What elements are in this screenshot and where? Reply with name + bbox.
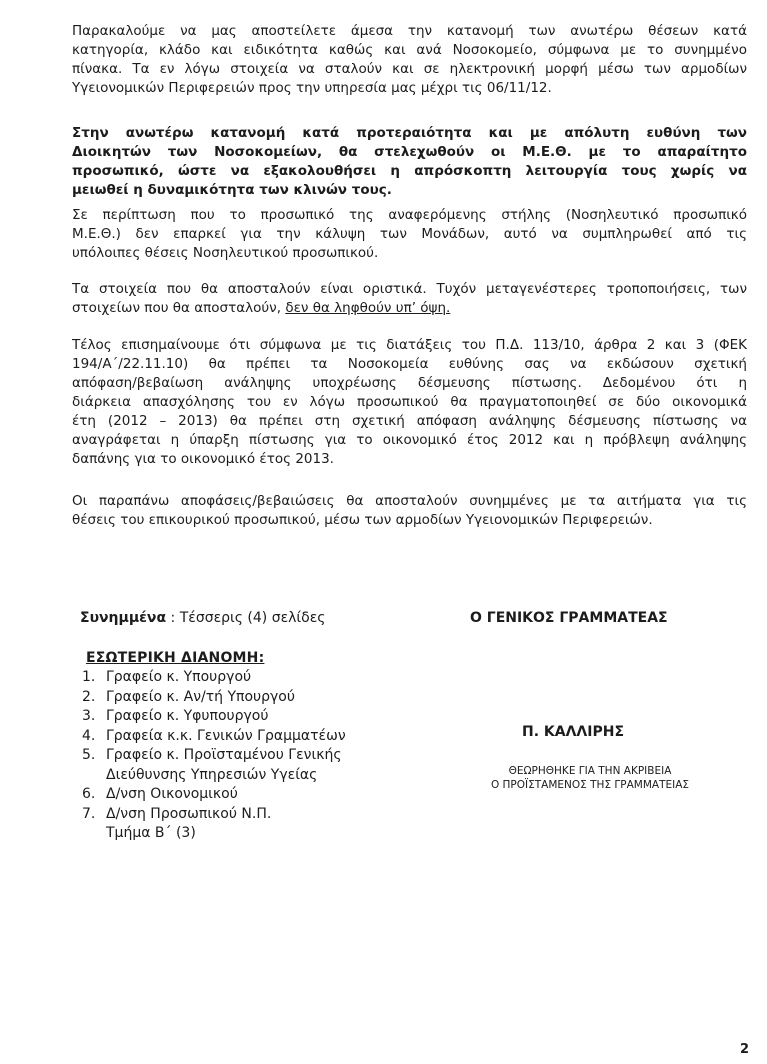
text-line: 194/Α΄/22.11.10) θα πρέπει τα Νοσοκομεία ευθύνης σας να εκδώσουν σχετική [72, 356, 747, 372]
text-line: Οι παραπάνω αποφάσεις/βεβαιώσεις θα αποσταλούν συνημμένες με τα αιτήματα για τις [72, 493, 747, 509]
text-line: Διοικητών των Νοσοκομείων, θα στελεχωθούν οι Μ.Ε.Θ. με το απαραίτητο [72, 144, 747, 160]
item-number: 5. [82, 747, 96, 763]
text-line: απόφαση/βεβαίωση ανάληψης υποχρέωσης δέσμευσης πίστωσης. Δεδομένου ότι η [72, 375, 747, 391]
text-line: υπόλοιπες θέσεις Νοσηλευτικού προσωπικού. [72, 245, 379, 261]
attachments-note [80, 610, 326, 626]
item-text-line: Δ/νση Προσωπικού Ν.Π. [106, 805, 272, 822]
item-text [106, 688, 406, 708]
text-line: πίνακα. Τα εν λόγω στοιχεία να σταλούν και σε ηλεκτρονική μορφή μέσω των αρμοδίων [72, 61, 747, 77]
text-line: θέσεις του επικουρικού προσωπικού, μέσω των αρμοδίων Υγειονομικών Περιφερειών. [72, 512, 653, 528]
text-line: προσωπικό, ώστε να εξακολουθήσει η απρόσκοπτη λειτουργία τους χωρίς να [72, 163, 747, 179]
page-number: 2 [740, 1042, 750, 1057]
text-line: Στην ανωτέρω κατανομή κατά προτεραιότητα και με απόλυτη ευθύνη των [72, 125, 747, 141]
text-line: Μ.Ε.Θ.) δεν επαρκεί για την κάλυψη των Μονάδων, αυτό να συμπληρωθεί από τις [72, 226, 747, 242]
item-text-line: Γραφείο κ. Προϊσταμένου Γενικής [106, 747, 342, 763]
text-line: διάρκεια απασχόλησης του εν λόγω προσωπικού θα πραγματοποιηθεί σε δύο οικονομικά [72, 394, 747, 410]
text-line: Παρακαλούμε να μας αποστείλετε άμεσα την κατανομή των ανωτέρω θέσεων κατά [72, 23, 747, 39]
text-segment: στοιχείων που θα αποσταλούν, [72, 300, 286, 316]
item-number: 4. [82, 727, 96, 744]
item-text [106, 707, 406, 727]
item-text [106, 746, 406, 785]
item-number: 2. [82, 688, 96, 705]
text-line: Σε περίπτωση που το προσωπικό της αναφερόμενης στήλης (Νοσηλευτικό προσωπικό [72, 207, 747, 223]
text-line: κατηγορία, κλάδο και ειδικότητα καθώς και ανά Νοσοκομείο, σύμφωνα με το συνημμένο [72, 42, 747, 58]
attachments-value: : Τέσσερις (4) σελίδες [170, 610, 326, 626]
text-line [72, 299, 747, 318]
signatory-name: Π. ΚΑΛΛΙΡΗΣ [522, 724, 625, 740]
list-item [82, 746, 406, 785]
list-item [82, 688, 406, 708]
item-text-line: Γραφεία κ.κ. Γενικών Γραμματέων [106, 727, 346, 744]
item-text-line: Δ/νση Οικονομικού [106, 786, 238, 802]
item-number: 3. [82, 708, 96, 724]
paragraph-request-allocation [72, 22, 747, 98]
certification-line: ΘΕΩΡΗΘΗΚΕ ΓΙΑ ΤΗΝ ΑΚΡΙΒΕΙΑ [508, 765, 672, 777]
item-text [106, 668, 406, 688]
text-line: αναγράφεται η ύπαρξη πίστωσης για το οικονομικό έτος 2012 και η πρόβλεψη ανάληψης [72, 432, 747, 448]
text-line: Τέλος επισημαίνουμε ότι σύμφωνα με τις διατάξεις του Π.Δ. 113/10, άρθρα 2 και 3 (ΦΕΚ [72, 337, 747, 353]
list-item [82, 805, 406, 844]
item-text [106, 727, 406, 747]
text-line: μειωθεί η δυναμικότητα των κλινών τους. [72, 182, 392, 198]
underlined-text: δεν θα ληφθούν υπ’ όψη. [285, 300, 451, 316]
text-line: έτη (2012 – 2013) θα πρέπει στη σχετική απόφαση ανάληψης δέσμευσης πίστωσης να [72, 413, 747, 429]
distribution-list [82, 668, 406, 844]
text-line: δαπάνης για το οικονομικό έτος 2013. [72, 451, 334, 467]
item-text [106, 785, 406, 805]
item-number: 1. [82, 669, 96, 685]
distribution-title: ΕΣΩΤΕΡΙΚΗ ΔΙΑΝΟΜΗ: [86, 650, 265, 666]
item-number: 6. [82, 786, 96, 802]
item-text-line: Τμήμα Β΄ (3) [106, 825, 196, 841]
list-item [82, 707, 406, 727]
list-item [82, 785, 406, 805]
item-number: 7. [82, 805, 96, 822]
paragraph-icu-staffing [72, 124, 747, 200]
item-text-line: Γραφείο κ. Υπουργού [106, 669, 252, 685]
list-item [82, 668, 406, 688]
item-text-line: Γραφείο κ. Υφυπουργού [106, 708, 269, 724]
paragraph-final-data [72, 280, 747, 318]
item-text-line: Διεύθυνσης Υπηρεσιών Υγείας [106, 766, 318, 783]
text-line: Υγειονομικών Περιφερειών προς την υπηρεσία μας μέχρι τις 06/11/12. [72, 80, 552, 96]
attachments-label: Συνημμένα [80, 610, 167, 626]
item-text-line: Γραφείο κ. Αν/τή Υπουργού [106, 688, 295, 705]
paragraph-credit-commitment [72, 336, 747, 469]
list-item [82, 727, 406, 747]
certification-line: Ο ΠΡΟΪΣΤΑΜΕΝΟΣ ΤΗΣ ΓΡΑΜΜΑΤΕΙΑΣ [490, 779, 690, 791]
text-line: Τα στοιχεία που θα αποσταλούν είναι οριστικά. Τυχόν μεταγενέστερες τροποποιήσεις, των [72, 281, 747, 297]
paragraph-nursing-staff [72, 206, 747, 263]
item-text [106, 805, 406, 844]
paragraph-attachments-instructions [72, 492, 747, 530]
signatory-title: Ο ΓΕΝΙΚΟΣ ΓΡΑΜΜΑΤΕΑΣ [470, 610, 668, 626]
certification-stamp [460, 764, 720, 792]
